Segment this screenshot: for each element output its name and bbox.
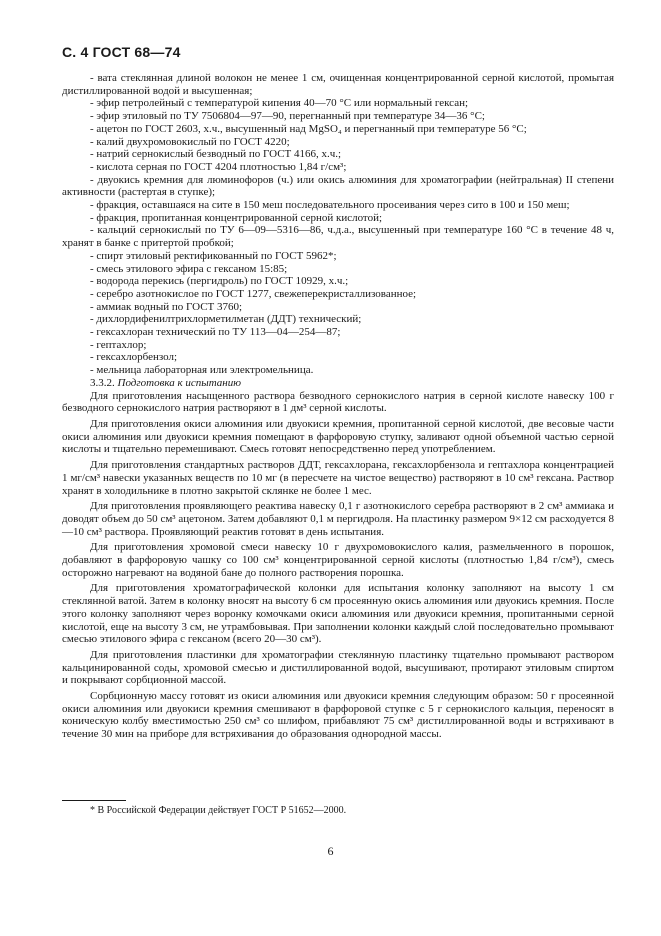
- page-header: С. 4 ГОСТ 68—74: [62, 44, 181, 60]
- list-item: - дихлордифенилтрихлорметилметан (ДДТ) технический;: [90, 313, 362, 326]
- paragraph: Для приготовления окиси алюминия или двуокиси кремния, пропитанной серной кислотой, две весовые части окиси алюминия или двуокиси кремния помещают в фарфоровую ступку, заливают одной объемной частью серной кислоты и тщательно перемешивают. Смесь готовят непосредственно перед употреблением.: [62, 417, 614, 456]
- list-item: - смесь этилового эфира с гексаном 15:85;: [90, 262, 288, 275]
- paragraph: Для приготовления проявляющего реактива навеску 0,1 г азотнокислого серебра растворяют в 2 см³ аммиака и доводят объем до 50 см³ ацетоном. Затем добавляют 0,1 м пергидроля. На пластинку размером 9×12 см расходуется 8—10 см³ раствора. Проявляющий реактив готовят в день испытания.: [62, 500, 614, 538]
- paragraph: Для приготовления насыщенного раствора безводного сернокислого натрия в серной кислоте навеску 100 г безводного сернокислого натрия растворяют в 1 дм³ серной кислоты.: [62, 389, 614, 415]
- list-item: - гексахлоран технический по ТУ 113—04—254—87;: [90, 326, 341, 339]
- list-item: - кальций сернокислый по ТУ 6—09—5316—86, ч.д.а., высушенный при температуре 160 °С в течение 48 ч, хранят в банке с притертой пробкой;: [62, 224, 614, 250]
- list-item: - вата стеклянная длиной волокон не менее 1 см, очищенная концентрированной серной кислотой, промытая дистиллированной водой и высушенная;: [62, 72, 614, 97]
- document-body: [62, 72, 614, 741]
- list-item: - фракция, оставшаяся на сите в 150 меш последовательного просеивания через сито в 100 и 150 меш;: [90, 199, 570, 212]
- paragraph: Для приготовления стандартных растворов ДДТ, гексахлорана, гексахлорбензола и гептахлора концентрацией 1 мг/см³ навески указанных веществ по 10 мг (в пересчете на чистое вещество) растворяют в 10 см³ гексана. Раствор хранят в холодильнике в плотно закрытой склянке не более 1 мес.: [62, 459, 614, 497]
- materials-list: [62, 72, 614, 377]
- paragraph: Для приготовления пластинки для хроматографии стеклянную пластинку тщательно промывают раствором кальцинированной соды, хромовой смесью и дистиллированной водой, высушивают, протирают этиловым спиртом и покрывают сорбционной массой.: [62, 648, 614, 687]
- list-item: - двуокись кремния для люминофоров (ч.) или окись алюминия для хроматографии (нейтральная) II степени активности (растертая в ступке);: [62, 173, 614, 199]
- list-item: - водорода перекись (пергидроль) по ГОСТ 10929, х.ч.;: [90, 275, 349, 288]
- section-number: 3.3.2.: [90, 376, 115, 389]
- list-item: - эфир петролейный с температурой кипения 40—70 °С или нормальный гексан;: [90, 97, 469, 110]
- paragraph: Сорбционную массу готовят из окиси алюминия или двуокиси кремния следующим образом: 50 г просеянной окиси алюминия или двуокиси кремния смешивают в фарфоровой ступке с 5 г сернокислого кальция, переносят в коническую колбу вместимостью 250 см³ со шлифом, прибавляют 75 см³ дистиллированной воды и встряхивают в течение 30 мин на приборе для встряхивания до образования однородной массы.: [62, 690, 614, 741]
- list-item: - эфир этиловый по ТУ 7506804—97—90, перегнанный при температуре 34—36 °С;: [90, 110, 485, 123]
- list-item: - ацетон по ГОСТ 2603, х.ч., высушенный над MgSO₄ и перегнанный при температуре 56 °С;: [90, 122, 527, 135]
- list-item: - гексахлорбензол;: [90, 351, 178, 364]
- list-item: - кислота серная по ГОСТ 4204 плотностью 1,84 г/см³;: [90, 160, 347, 173]
- footnote: * В Российской Федерации действует ГОСТ Р 51652—2000.: [90, 805, 347, 816]
- paragraph: Для приготовления хроматографической колонки для испытания колонку заполняют на высоту 1 см стеклянной ватой. Затем в колонку вносят на высоту 6 см просеянную окись алюминия или двуокись кремния. После этого колонку заполняют через воронку комочками окиси алюминия или двуокиси кремния, пропитанными серной кислотой, еще на высоту 3 см, не утрамбовывая. При заполнении колонки каждый слой последовательно промывают смесью этилового эфира с гексаном (всего 20—30 см³).: [62, 582, 614, 646]
- list-item: - фракция, пропитанная концентрированной серной кислотой;: [90, 211, 383, 224]
- page-number: 6: [327, 844, 334, 858]
- list-item: - калий двухромовокислый по ГОСТ 4220;: [90, 135, 290, 148]
- paragraph: Для приготовления хромовой смеси навеску 10 г двухромовокислого калия, размельченного в порошок, добавляют в фарфоровую чашку со 100 см³ концентрированной серной кислоты (плотностью 1,84 г/см³), смесь осторожно нагревают на водяной бане до полного растворения порошка.: [62, 541, 614, 579]
- list-item: - гептахлор;: [90, 338, 147, 351]
- list-item: - спирт этиловый ректификованный по ГОСТ 5962*;: [90, 249, 337, 262]
- list-item: - мельница лабораторная или электромельница.: [90, 364, 314, 377]
- list-item: - аммиак водный по ГОСТ 3760;: [90, 300, 243, 313]
- section-heading: [62, 377, 614, 390]
- list-item: - серебро азотнокислое по ГОСТ 1277, свежеперекристаллизованное;: [90, 287, 417, 300]
- footnote-divider: [62, 800, 126, 801]
- list-item: - натрий сернокислый безводный по ГОСТ 4166, х.ч.;: [90, 148, 342, 161]
- section-title: Подготовка к испытанию: [117, 376, 242, 389]
